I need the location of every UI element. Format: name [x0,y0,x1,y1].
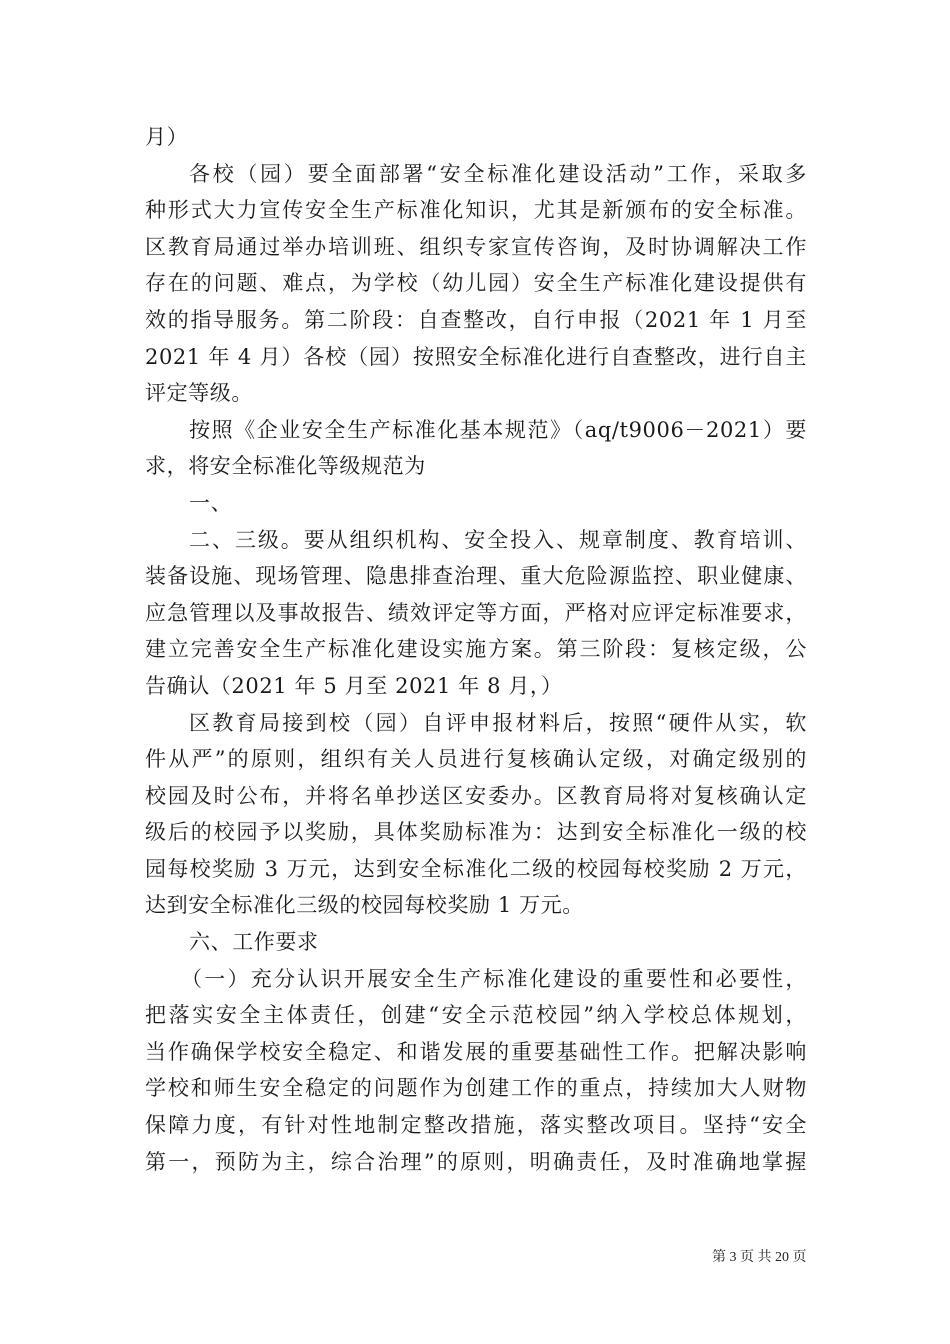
section-heading: 六、工作要求 [189,930,319,955]
text-line: 件从严”的原则，组织有关人员进行复核确认定级，对确定级别的 [145,747,807,772]
text-line: 区教育局通过举办培训班、组织专家宣传咨询，及时协调解决工作 [145,234,807,259]
text-line: 装备设施、现场管理、隐患排查治理、重大危险源监控、职业健康、 [145,564,807,589]
text-line: 应急管理以及事故报告、绩效评定等方面，严格对应评定标准要求， [145,600,807,625]
text-line: （一）充分认识开展安全生产标准化建设的重要性和必要性， [181,966,807,991]
text-line: 一、 [189,490,233,515]
text-line: 建立完善安全生产标准化建设实施方案。第三阶段：复核定级，公 [145,637,807,662]
page-number-footer: 第 3 页 共 20 页 [712,1250,807,1265]
text-line: 学校和师生安全稳定的问题作为创建工作的重点，持续加大人财物 [145,1076,807,1101]
text-line: 按照《企业安全生产标准化基本规范》（aq/t9006－2021）要 [189,417,807,442]
text-line: 园每校奖励 3 万元，达到安全标准化二级的校园每校奖励 2 万元， [145,856,807,881]
text-line: 当作确保学校安全稳定、和谐发展的重要基础性工作。把解决影响 [145,1039,807,1064]
document-body [145,119,807,1180]
text-line: 第一，预防为主，综合治理”的原则，明确责任，及时准确地掌握 [145,1149,807,1174]
text-line: 校园及时公布，并将名单抄送区安委办。区教育局将对复核确认定 [145,783,807,808]
text-line: 存在的问题、难点，为学校（幼儿园）安全生产标准化建设提供有 [145,271,807,296]
text-line: 把落实安全主体责任，创建“安全示范校园”纳入学校总体规划， [145,1003,807,1028]
text-line: 保障力度，有针对性地制定整改措施，落实整改项目。坚持“安全 [145,1113,807,1138]
text-line: 种形式大力宣传安全生产标准化知识，尤其是新颁布的安全标准。 [145,198,807,223]
text-line: 求，将安全标准化等级规范为 [145,454,426,479]
text-line: 评定等级。 [145,381,253,406]
text-line: 月） [145,125,189,149]
text-line: 二、三级。要从组织机构、安全投入、规章制度、教育培训、 [189,527,807,552]
text-line: 达到安全标准化三级的校园每校奖励 1 万元。 [145,893,584,918]
text-line: 各校（园）要全面部署“安全标准化建设活动”工作，采取多 [189,161,807,186]
text-line: 2021 年 4 月）各校（园）按照安全标准化进行自查整改，进行自主 [145,344,807,369]
text-line: 告确认（2021 年 5 月至 2021 年 8 月，） [145,673,563,698]
text-line: 区教育局接到校（园）自评申报材料后，按照“硬件从实，软 [189,710,807,735]
text-line: 效的指导服务。第二阶段：自查整改，自行申报（2021 年 1 月至 [145,307,807,332]
text-line: 级后的校园予以奖励，具体奖励标准为：达到安全标准化一级的校 [145,820,807,845]
